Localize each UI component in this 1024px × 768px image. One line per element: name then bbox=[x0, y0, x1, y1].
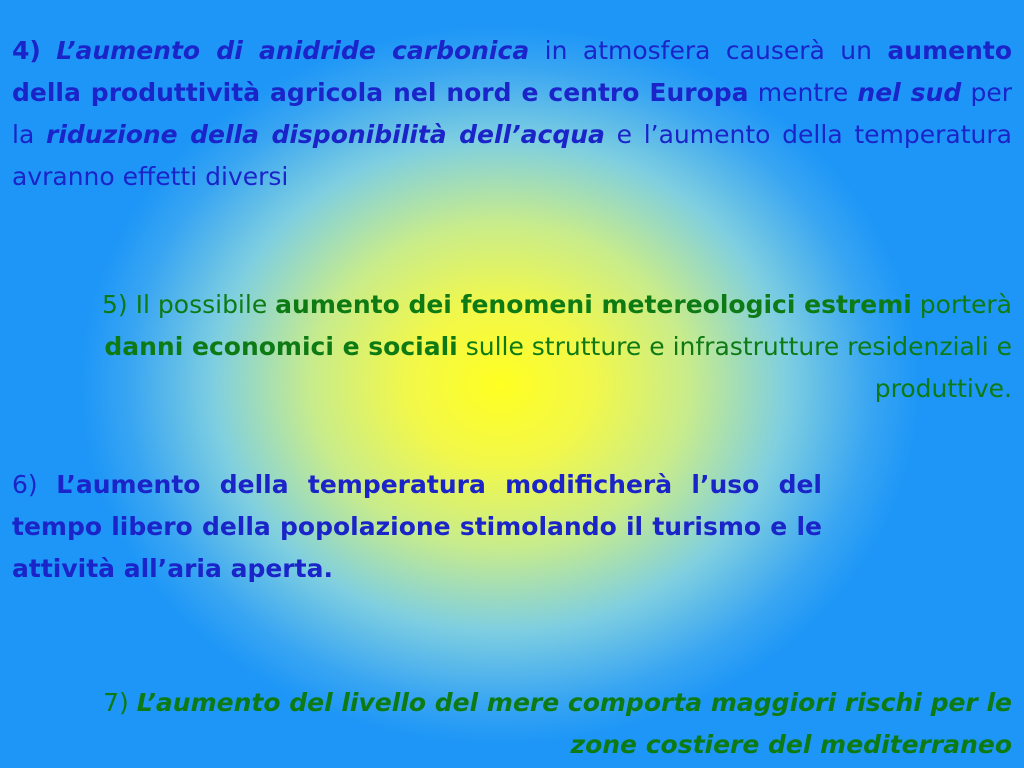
point-4-text-2: mentre bbox=[748, 78, 858, 107]
point-5-extreme-events: aumento dei fenomeni metereologici estremi bbox=[275, 290, 912, 319]
point-4-south: nel sud bbox=[857, 78, 962, 107]
point-5-intro: 5) Il possibile bbox=[102, 290, 276, 319]
point-5-text-1: porterà bbox=[911, 290, 1012, 319]
point-6-paragraph bbox=[12, 464, 822, 590]
point-4-water-reduction: riduzione della disponibilità dell’acqua bbox=[46, 120, 605, 149]
point-4-text-1: in atmosfera causerà un bbox=[529, 36, 888, 65]
point-6-number: 6) bbox=[12, 470, 57, 499]
point-7-sea-level-rise: L’aumento del livello del mere comporta maggiori rischi per le zone costiere del mediterraneo bbox=[136, 688, 1012, 759]
point-6-period: . bbox=[323, 554, 333, 583]
point-4-productivity-increase: aumento della produttività agricola nel nord e centro Europa bbox=[12, 36, 1013, 107]
point-7-number: 7) bbox=[103, 688, 137, 717]
point-7-paragraph bbox=[40, 682, 1012, 766]
point-5-paragraph bbox=[40, 284, 1012, 410]
point-4-co2-increase: L’aumento di anidride carbonica bbox=[56, 36, 530, 65]
point-6-leisure-change: L’aumento della temperatura modificherà l’uso del tempo libero della popolazione stimolando il turismo e le attività all’aria aperta bbox=[12, 470, 822, 583]
point-4-number: 4) bbox=[12, 36, 41, 65]
point-4-paragraph bbox=[12, 30, 1012, 198]
point-5-damages: danni economici e sociali bbox=[104, 332, 458, 361]
point-4-text-4: e l’aumento della temperatura avranno effetti diversi bbox=[12, 120, 1012, 191]
point-4-text-3: per la bbox=[12, 78, 1012, 149]
point-5-text-2: sulle strutture e infrastrutture residenziali e produttive. bbox=[457, 332, 1012, 403]
